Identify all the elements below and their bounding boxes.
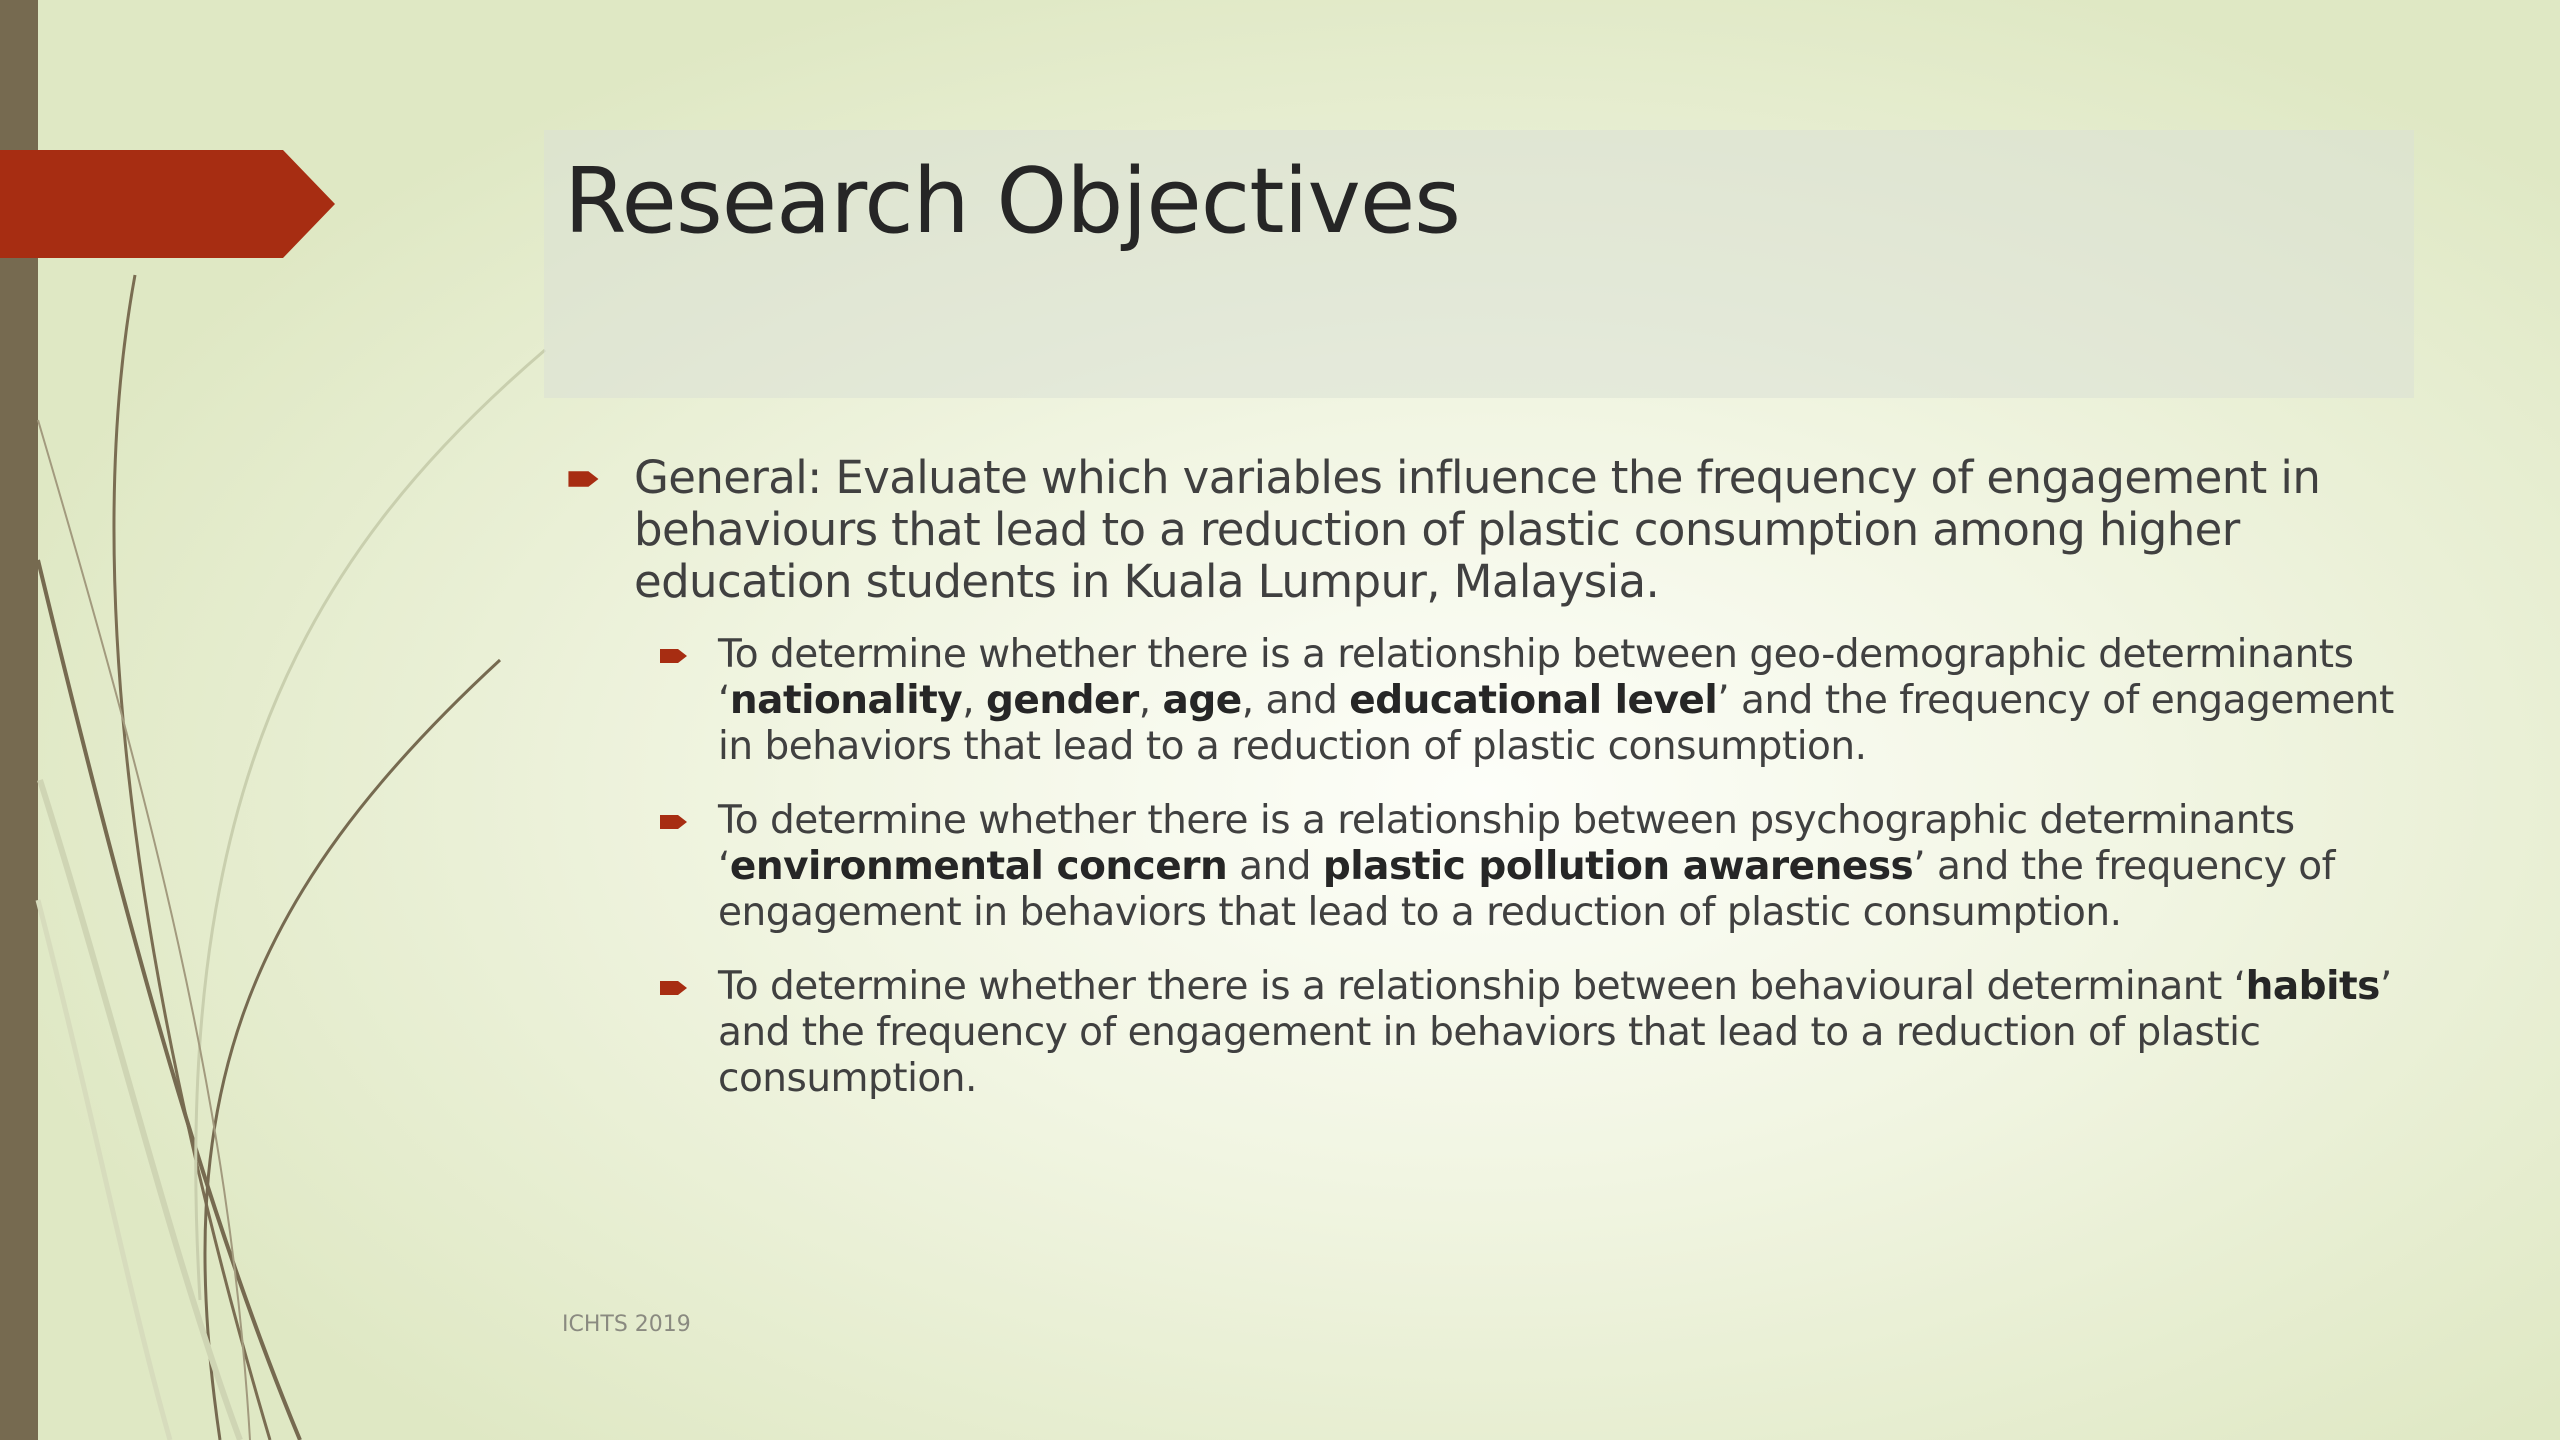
objective-keyword: plastic pollution awareness	[1322, 844, 1914, 889]
objective-keyword: nationality	[729, 678, 963, 723]
objective-text-segment: To determine whether there is a relationship between behavioural determinant ‘	[718, 964, 2246, 1009]
arrow-bullet-icon	[660, 647, 688, 665]
objective-text-segment: To determine whether there is a relationship between geo-demographic determinants ‘	[718, 632, 2354, 723]
objective-text-segment: ’ and the frequency of engagement in behaviors that lead to a reduction of plastic consumption.	[718, 964, 2392, 1101]
objective-keyword: habits	[2245, 964, 2380, 1009]
objective-text-segment: To determine whether there is a relationship between psychographic determinants ‘	[718, 798, 2295, 889]
objective-keyword: gender	[985, 678, 1139, 723]
red-arrow-shape	[0, 150, 340, 258]
bullet-objective-2	[718, 798, 2420, 936]
objective-text-segment: , and	[1241, 678, 1350, 723]
slide-content	[560, 452, 2420, 1102]
arrow-bullet-icon	[660, 979, 688, 997]
objective-text-segment: ’ and the frequency of engagement in behaviors that lead to a reduction of plastic consumption.	[718, 678, 2394, 769]
general-objective-text: General: Evaluate which variables influence the frequency of engagement in behaviours that lead to a reduction of plastic consumption among higher education students in Kuala Lumpur, Malaysia.	[634, 451, 2321, 608]
slide-footer: ICHTS 2019	[562, 1312, 691, 1337]
objective-text-segment: ,	[1138, 678, 1163, 723]
bullet-objective-3	[718, 964, 2420, 1102]
slide-title: Research Objectives	[564, 149, 1461, 254]
objective-text-segment: ,	[962, 678, 986, 723]
objective-keyword: educational level	[1349, 678, 1718, 723]
arrow-bullet-icon	[568, 469, 600, 489]
bullet-general	[560, 452, 2420, 608]
objective-keyword: environmental concern	[729, 844, 1228, 889]
objective-text-segment: and	[1227, 844, 1323, 889]
objective-keyword: age	[1162, 678, 1242, 723]
objective-text-segment: ’ and the frequency of engagement in behaviors that lead to a reduction of plastic consumption.	[718, 844, 2335, 935]
arrow-bullet-icon	[660, 813, 688, 831]
bullet-objective-1	[718, 632, 2420, 770]
